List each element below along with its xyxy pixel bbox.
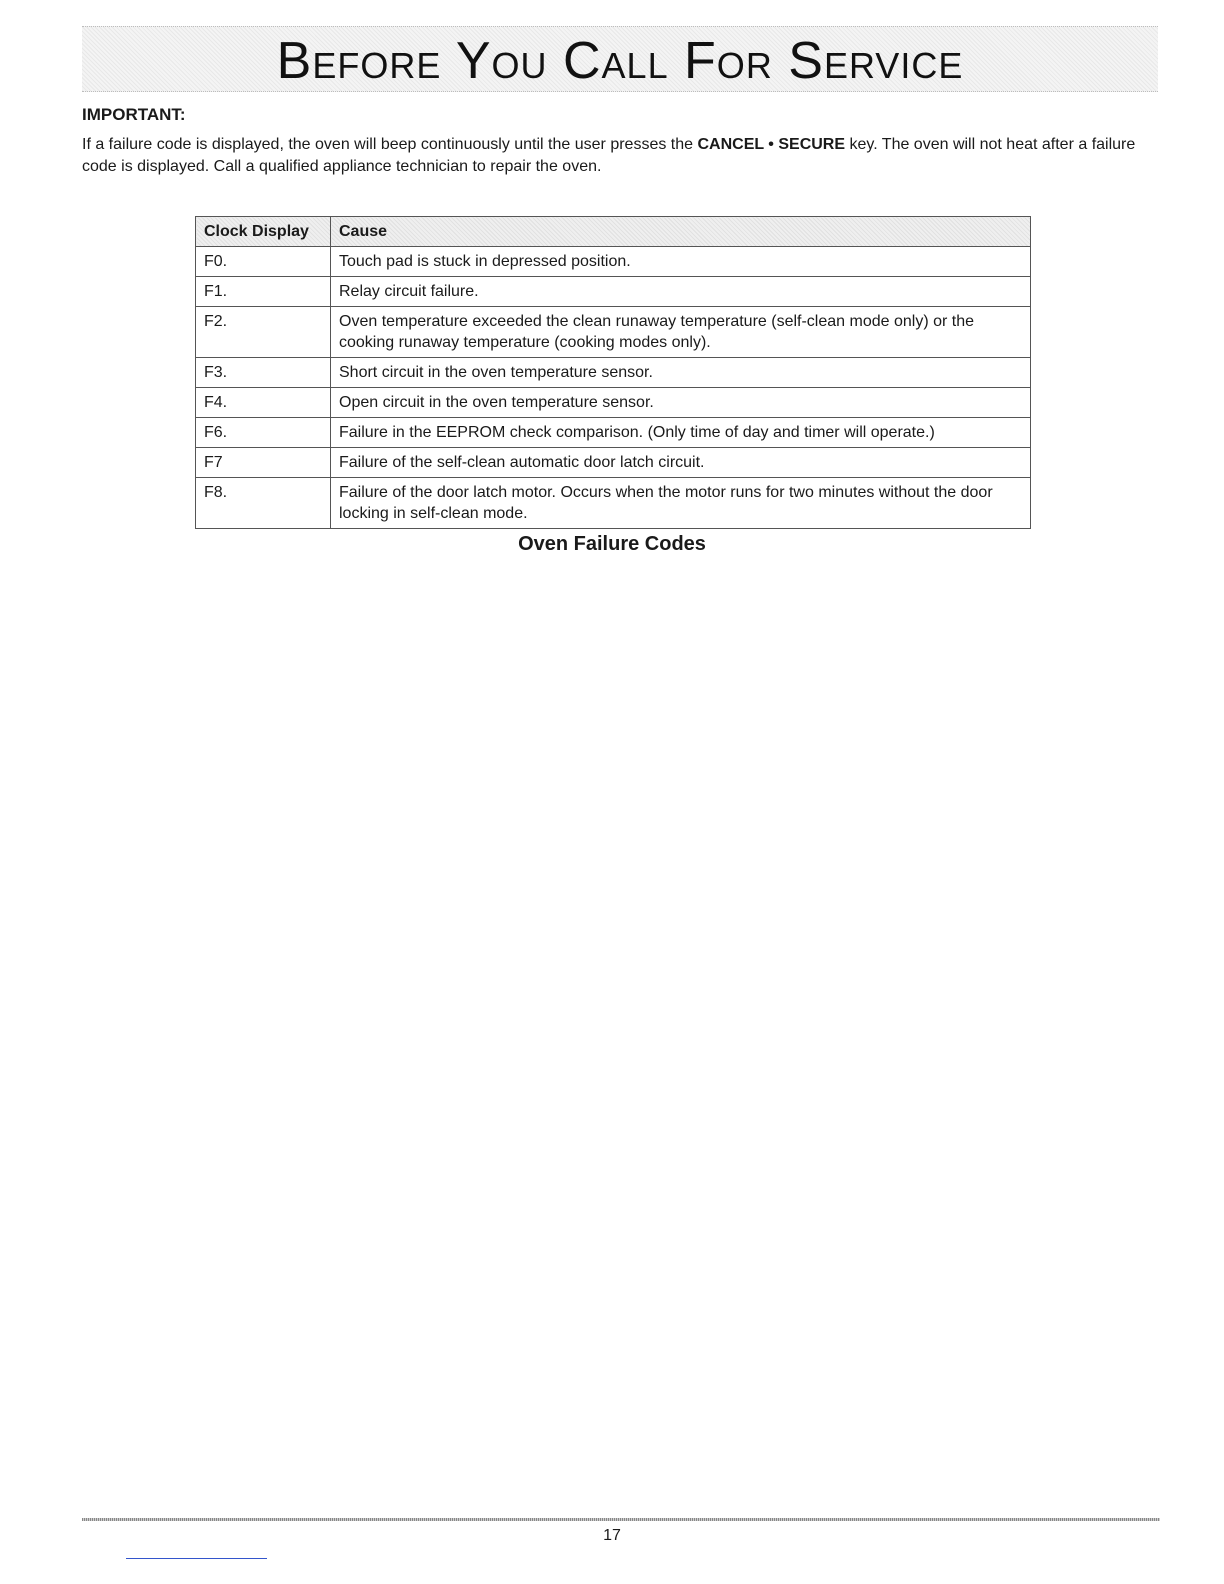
table-row [196,307,1031,358]
table-row [196,448,1031,478]
important-label: IMPORTANT: [82,105,186,124]
code-cell: F3. [196,358,331,388]
column-header-clock-display: Clock Display [196,217,331,247]
cancel-key-label: CANCEL [697,136,764,153]
code-cell: F4. [196,388,331,418]
cause-cell: Relay circuit failure. [331,277,1031,307]
important-text-before: If a failure code is displayed, the oven will beep continuously until the user presses the [82,136,698,153]
cause-cell: Failure of the door latch motor. Occurs when the motor runs for two minutes without the door locking in self-clean mode. [331,478,1031,529]
secure-key-label: SECURE [778,136,846,153]
table-row [196,277,1031,307]
cause-cell: Failure in the EEPROM check comparison. (Only time of day and timer will operate.) [331,418,1031,448]
link-underline [126,1558,267,1559]
code-cell: F1. [196,277,331,307]
code-cell: F0. [196,247,331,277]
cause-cell: Open circuit in the oven temperature sensor. [331,388,1031,418]
table-caption: Oven Failure Codes [518,533,706,555]
cause-cell: Oven temperature exceeded the clean runaway temperature (self-clean mode only) or the cooking runaway temperature (cooking modes only). [331,307,1031,358]
table-header-row [196,217,1031,247]
cause-cell: Touch pad is stuck in depressed position. [331,247,1031,277]
important-paragraph [82,134,1162,178]
cause-cell: Short circuit in the oven temperature sensor. [331,358,1031,388]
page-title: Before You Call For Service [276,32,964,90]
table-row [196,358,1031,388]
important-text-after: key. The oven will not heat after a failure code is displayed. Call a qualified appliance technician to repair the oven. [82,136,1136,175]
table-row [196,247,1031,277]
key-separator: • [763,136,779,153]
code-cell: F7 [196,448,331,478]
column-header-cause: Cause [331,217,1031,247]
page-number: 17 [603,1527,621,1544]
failure-codes-table [195,216,1031,529]
section-banner [82,26,1158,92]
table-row [196,478,1031,529]
code-cell: F8. [196,478,331,529]
code-cell: F6. [196,418,331,448]
code-cell: F2. [196,307,331,358]
cause-cell: Failure of the self-clean automatic door latch circuit. [331,448,1031,478]
table-row [196,388,1031,418]
table-row [196,418,1031,448]
footer-divider [82,1518,1160,1521]
